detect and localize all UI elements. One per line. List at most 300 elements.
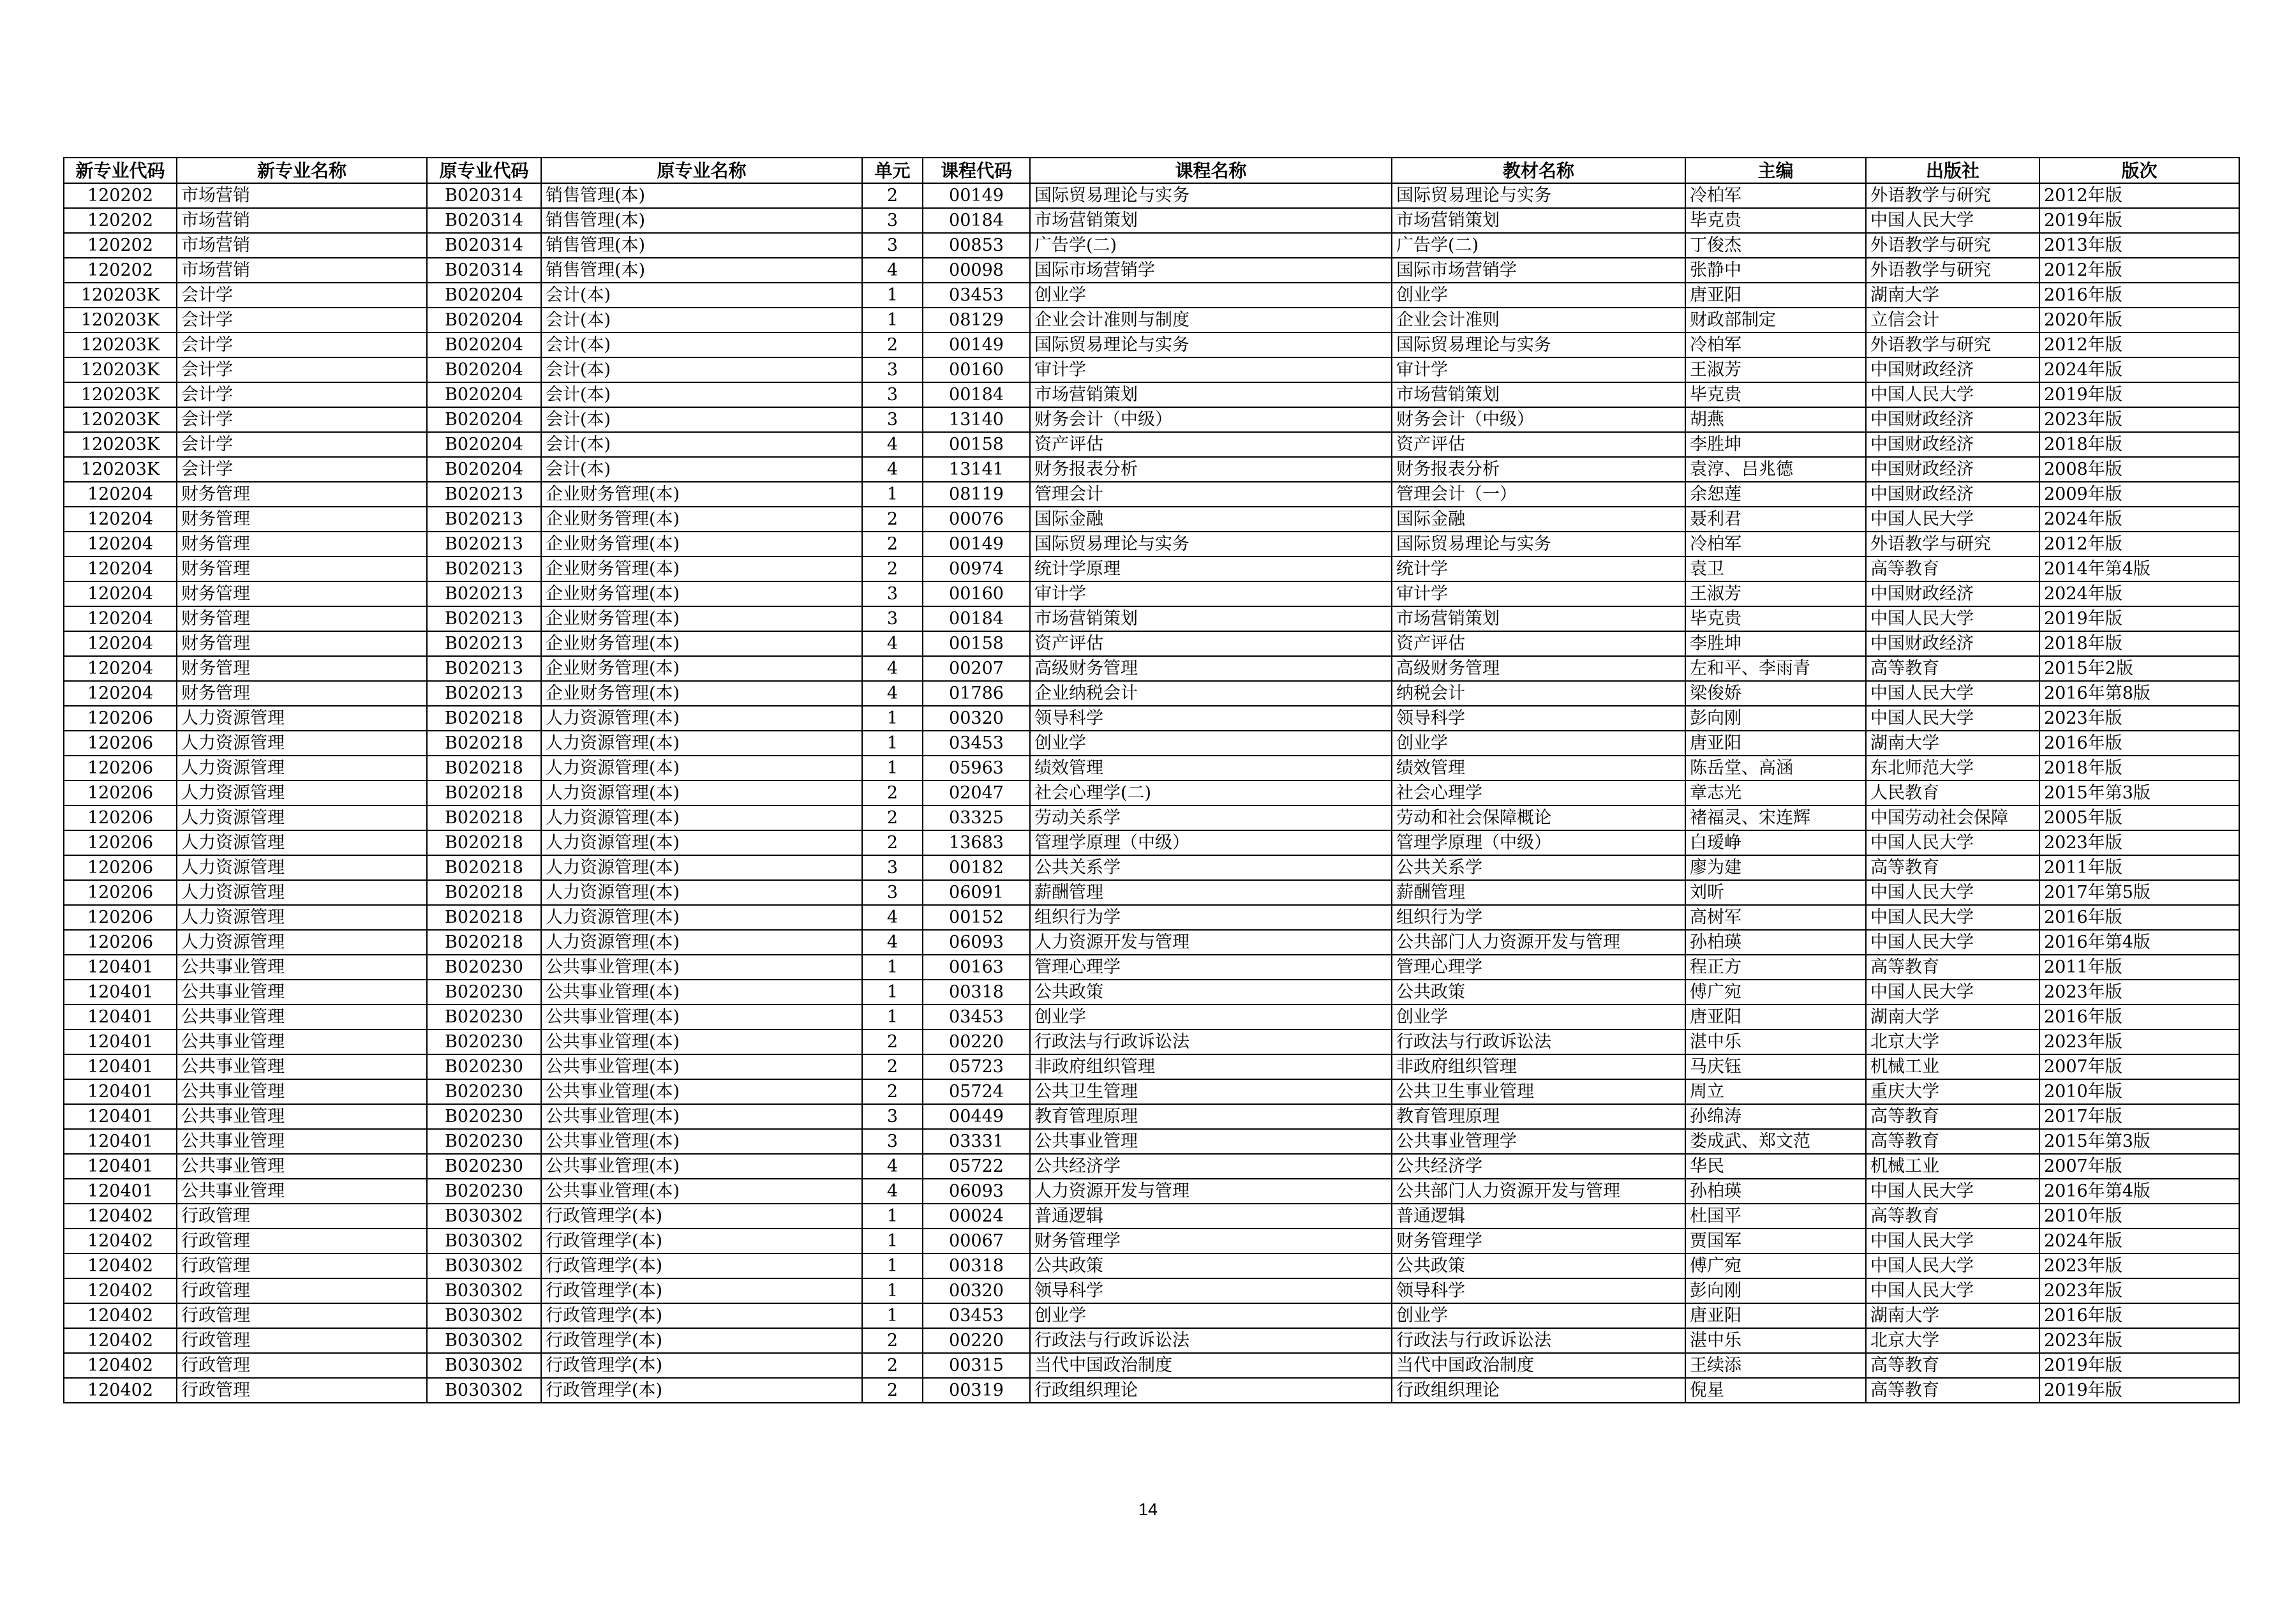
cell-edition: 2012年版 [2039, 258, 2239, 283]
cell-new-major-name: 财务管理 [177, 507, 427, 532]
cell-course-name: 资产评估 [1030, 432, 1392, 457]
cell-new-major-name: 会计学 [177, 432, 427, 457]
cell-new-major-code: 120202 [64, 258, 177, 283]
cell-new-major-name: 会计学 [177, 407, 427, 432]
cell-new-major-code: 120202 [64, 208, 177, 233]
table-row [64, 1328, 2239, 1353]
cell-edition: 2020年版 [2039, 308, 2239, 333]
cell-old-major-name: 人力资源管理(本) [541, 905, 862, 930]
cell-edition: 2016年版 [2039, 1303, 2239, 1328]
cell-old-major-name: 会计(本) [541, 382, 862, 407]
cell-old-major-name: 企业财务管理(本) [541, 606, 862, 631]
cell-edition: 2024年版 [2039, 357, 2239, 382]
cell-old-major-name: 人力资源管理(本) [541, 830, 862, 855]
cell-editor: 财政部制定 [1685, 308, 1866, 333]
cell-textbook-name: 纳税会计 [1392, 681, 1685, 706]
cell-old-major-code: B020213 [427, 681, 541, 706]
cell-edition: 2016年第4版 [2039, 930, 2239, 955]
cell-new-major-name: 市场营销 [177, 258, 427, 283]
cell-edition: 2019年版 [2039, 1353, 2239, 1378]
cell-course-name: 资产评估 [1030, 631, 1392, 656]
cell-unit: 3 [862, 855, 923, 880]
cell-new-major-code: 120402 [64, 1303, 177, 1328]
cell-textbook-name: 行政组织理论 [1392, 1378, 1685, 1403]
cell-old-major-code: B020213 [427, 507, 541, 532]
cell-unit: 3 [862, 581, 923, 606]
cell-course-code: 00160 [923, 581, 1030, 606]
cell-unit: 3 [862, 1129, 923, 1154]
cell-new-major-name: 行政管理 [177, 1204, 427, 1229]
cell-course-name: 管理学原理（中级） [1030, 830, 1392, 855]
cell-editor: 李胜坤 [1685, 631, 1866, 656]
cell-new-major-name: 行政管理 [177, 1278, 427, 1303]
cell-publisher: 人民教育 [1866, 781, 2039, 805]
cell-old-major-code: B020230 [427, 1179, 541, 1204]
cell-unit: 4 [862, 457, 923, 482]
cell-unit: 3 [862, 357, 923, 382]
cell-editor: 白瑷峥 [1685, 830, 1866, 855]
cell-publisher: 高等教育 [1866, 1104, 2039, 1129]
cell-old-major-code: B020230 [427, 955, 541, 980]
cell-publisher: 中国人民大学 [1866, 1253, 2039, 1278]
cell-new-major-name: 行政管理 [177, 1353, 427, 1378]
cell-course-code: 05722 [923, 1154, 1030, 1179]
cell-editor: 唐亚阳 [1685, 731, 1866, 756]
cell-course-code: 03325 [923, 805, 1030, 830]
cell-course-name: 行政组织理论 [1030, 1378, 1392, 1403]
cell-edition: 2017年版 [2039, 1104, 2239, 1129]
cell-new-major-code: 120204 [64, 482, 177, 507]
table-row [64, 1278, 2239, 1303]
cell-course-code: 00318 [923, 1253, 1030, 1278]
cell-edition: 2023年版 [2039, 407, 2239, 432]
cell-new-major-code: 120206 [64, 930, 177, 955]
table-row [64, 855, 2239, 880]
cell-textbook-name: 领导科学 [1392, 1278, 1685, 1303]
cell-publisher: 中国人民大学 [1866, 382, 2039, 407]
cell-textbook-name: 公共事业管理学 [1392, 1129, 1685, 1154]
cell-course-code: 00149 [923, 532, 1030, 557]
cell-new-major-name: 人力资源管理 [177, 830, 427, 855]
cell-course-code: 03453 [923, 283, 1030, 308]
cell-course-name: 统计学原理 [1030, 557, 1392, 581]
cell-old-major-name: 会计(本) [541, 407, 862, 432]
cell-new-major-code: 120206 [64, 781, 177, 805]
cell-new-major-code: 120206 [64, 731, 177, 756]
cell-new-major-name: 公共事业管理 [177, 1054, 427, 1079]
cell-editor: 程正方 [1685, 955, 1866, 980]
cell-course-name: 公共事业管理 [1030, 1129, 1392, 1154]
column-header-unit: 单元 [862, 158, 923, 183]
cell-new-major-code: 120401 [64, 980, 177, 1005]
cell-edition: 2013年版 [2039, 233, 2239, 258]
cell-textbook-name: 非政府组织管理 [1392, 1054, 1685, 1079]
cell-old-major-name: 会计(本) [541, 308, 862, 333]
cell-textbook-name: 资产评估 [1392, 432, 1685, 457]
table-row [64, 980, 2239, 1005]
cell-new-major-code: 120402 [64, 1204, 177, 1229]
column-header-textbook-name: 教材名称 [1392, 158, 1685, 183]
cell-unit: 1 [862, 1303, 923, 1328]
cell-publisher: 中国人民大学 [1866, 980, 2039, 1005]
cell-old-major-code: B020213 [427, 532, 541, 557]
cell-edition: 2010年版 [2039, 1079, 2239, 1104]
cell-old-major-name: 公共事业管理(本) [541, 1104, 862, 1129]
cell-new-major-name: 公共事业管理 [177, 1129, 427, 1154]
cell-textbook-name: 当代中国政治制度 [1392, 1353, 1685, 1378]
cell-old-major-code: B020218 [427, 731, 541, 756]
cell-course-name: 公共卫生管理 [1030, 1079, 1392, 1104]
cell-unit: 3 [862, 208, 923, 233]
cell-old-major-code: B020218 [427, 781, 541, 805]
cell-unit: 2 [862, 532, 923, 557]
cell-course-code: 00098 [923, 258, 1030, 283]
cell-publisher: 高等教育 [1866, 1378, 2039, 1403]
cell-course-code: 00149 [923, 333, 1030, 357]
cell-old-major-name: 行政管理学(本) [541, 1278, 862, 1303]
table-row [64, 781, 2239, 805]
cell-course-code: 08119 [923, 482, 1030, 507]
table-body [64, 183, 2239, 1403]
cell-new-major-name: 人力资源管理 [177, 880, 427, 905]
cell-course-code: 00320 [923, 706, 1030, 731]
cell-textbook-name: 薪酬管理 [1392, 880, 1685, 905]
cell-unit: 3 [862, 407, 923, 432]
cell-course-name: 创业学 [1030, 283, 1392, 308]
cell-old-major-name: 公共事业管理(本) [541, 1079, 862, 1104]
cell-edition: 2019年版 [2039, 382, 2239, 407]
cell-new-major-name: 行政管理 [177, 1328, 427, 1353]
cell-edition: 2010年版 [2039, 1204, 2239, 1229]
cell-course-code: 01786 [923, 681, 1030, 706]
cell-editor: 聂利君 [1685, 507, 1866, 532]
cell-edition: 2019年版 [2039, 208, 2239, 233]
cell-course-code: 02047 [923, 781, 1030, 805]
cell-new-major-code: 120401 [64, 1104, 177, 1129]
cell-editor: 贾国军 [1685, 1229, 1866, 1253]
cell-new-major-code: 120401 [64, 955, 177, 980]
cell-editor: 刘昕 [1685, 880, 1866, 905]
cell-course-name: 当代中国政治制度 [1030, 1353, 1392, 1378]
table-row [64, 656, 2239, 681]
cell-course-code: 05723 [923, 1054, 1030, 1079]
cell-course-name: 国际金融 [1030, 507, 1392, 532]
cell-old-major-code: B020230 [427, 1005, 541, 1029]
cell-textbook-name: 行政法与行政诉讼法 [1392, 1328, 1685, 1353]
cell-editor: 褚福灵、宋连辉 [1685, 805, 1866, 830]
cell-publisher: 外语教学与研究 [1866, 532, 2039, 557]
cell-textbook-name: 财务会计（中级） [1392, 407, 1685, 432]
cell-course-name: 公共经济学 [1030, 1154, 1392, 1179]
cell-publisher: 中国人民大学 [1866, 930, 2039, 955]
cell-old-major-code: B020213 [427, 656, 541, 681]
cell-publisher: 中国人民大学 [1866, 1179, 2039, 1204]
cell-old-major-name: 会计(本) [541, 432, 862, 457]
cell-course-name: 绩效管理 [1030, 756, 1392, 781]
cell-editor: 马庆钰 [1685, 1054, 1866, 1079]
cell-unit: 2 [862, 830, 923, 855]
cell-textbook-name: 国际市场营销学 [1392, 258, 1685, 283]
cell-editor: 毕克贵 [1685, 606, 1866, 631]
cell-course-code: 00449 [923, 1104, 1030, 1129]
cell-new-major-name: 市场营销 [177, 208, 427, 233]
cell-course-name: 财务会计（中级） [1030, 407, 1392, 432]
cell-course-name: 创业学 [1030, 1303, 1392, 1328]
cell-publisher: 湖南大学 [1866, 1303, 2039, 1328]
cell-old-major-name: 人力资源管理(本) [541, 880, 862, 905]
cell-publisher: 高等教育 [1866, 855, 2039, 880]
cell-course-code: 03331 [923, 1129, 1030, 1154]
cell-old-major-code: B020218 [427, 756, 541, 781]
cell-editor: 梁俊娇 [1685, 681, 1866, 706]
cell-edition: 2023年版 [2039, 1253, 2239, 1278]
table-row [64, 880, 2239, 905]
cell-unit: 4 [862, 631, 923, 656]
cell-course-name: 教育管理原理 [1030, 1104, 1392, 1129]
cell-old-major-code: B020218 [427, 930, 541, 955]
cell-editor: 湛中乐 [1685, 1328, 1866, 1353]
cell-old-major-name: 企业财务管理(本) [541, 656, 862, 681]
cell-new-major-code: 120401 [64, 1029, 177, 1054]
cell-course-name: 国际贸易理论与实务 [1030, 333, 1392, 357]
cell-old-major-name: 行政管理学(本) [541, 1229, 862, 1253]
cell-edition: 2014年第4版 [2039, 557, 2239, 581]
cell-textbook-name: 财务报表分析 [1392, 457, 1685, 482]
cell-publisher: 中国人民大学 [1866, 880, 2039, 905]
cell-edition: 2019年版 [2039, 606, 2239, 631]
table-row [64, 208, 2239, 233]
cell-old-major-name: 行政管理学(本) [541, 1204, 862, 1229]
cell-old-major-code: B030302 [427, 1253, 541, 1278]
cell-new-major-code: 120206 [64, 805, 177, 830]
cell-new-major-code: 120206 [64, 905, 177, 930]
cell-editor: 冷柏军 [1685, 333, 1866, 357]
cell-editor: 杜国平 [1685, 1204, 1866, 1229]
cell-old-major-code: B020204 [427, 432, 541, 457]
cell-new-major-name: 财务管理 [177, 631, 427, 656]
cell-textbook-name: 组织行为学 [1392, 905, 1685, 930]
cell-new-major-name: 人力资源管理 [177, 706, 427, 731]
table-row [64, 955, 2239, 980]
table-row [64, 581, 2239, 606]
cell-new-major-name: 公共事业管理 [177, 980, 427, 1005]
cell-new-major-code: 120204 [64, 631, 177, 656]
cell-old-major-name: 行政管理学(本) [541, 1353, 862, 1378]
cell-textbook-name: 创业学 [1392, 731, 1685, 756]
cell-publisher: 中国人民大学 [1866, 507, 2039, 532]
cell-new-major-name: 会计学 [177, 283, 427, 308]
cell-course-code: 00067 [923, 1229, 1030, 1253]
column-header-edition: 版次 [2039, 158, 2239, 183]
cell-new-major-name: 人力资源管理 [177, 805, 427, 830]
cell-textbook-name: 管理学原理（中级） [1392, 830, 1685, 855]
table-row [64, 1079, 2239, 1104]
cell-edition: 2016年版 [2039, 283, 2239, 308]
table-row [64, 1005, 2239, 1029]
cell-course-code: 00184 [923, 208, 1030, 233]
cell-old-major-name: 人力资源管理(本) [541, 756, 862, 781]
cell-old-major-name: 人力资源管理(本) [541, 731, 862, 756]
cell-old-major-name: 行政管理学(本) [541, 1253, 862, 1278]
cell-unit: 2 [862, 1029, 923, 1054]
cell-old-major-name: 行政管理学(本) [541, 1378, 862, 1403]
cell-edition: 2024年版 [2039, 581, 2239, 606]
cell-old-major-code: B020213 [427, 581, 541, 606]
cell-editor: 袁淳、吕兆德 [1685, 457, 1866, 482]
cell-publisher: 重庆大学 [1866, 1079, 2039, 1104]
cell-old-major-name: 人力资源管理(本) [541, 930, 862, 955]
cell-course-code: 06093 [923, 1179, 1030, 1204]
cell-new-major-name: 会计学 [177, 308, 427, 333]
cell-old-major-name: 行政管理学(本) [541, 1328, 862, 1353]
cell-new-major-code: 120402 [64, 1353, 177, 1378]
cell-publisher: 中国财政经济 [1866, 432, 2039, 457]
cell-publisher: 中国人民大学 [1866, 1229, 2039, 1253]
cell-edition: 2012年版 [2039, 183, 2239, 208]
table-row [64, 308, 2239, 333]
cell-new-major-name: 行政管理 [177, 1229, 427, 1253]
cell-textbook-name: 市场营销策划 [1392, 208, 1685, 233]
table-row [64, 532, 2239, 557]
cell-new-major-code: 120206 [64, 880, 177, 905]
cell-old-major-name: 企业财务管理(本) [541, 507, 862, 532]
cell-new-major-code: 120203K [64, 457, 177, 482]
cell-new-major-name: 公共事业管理 [177, 1104, 427, 1129]
table-row [64, 1229, 2239, 1253]
cell-unit: 1 [862, 482, 923, 507]
cell-course-code: 00149 [923, 183, 1030, 208]
cell-editor: 陈岳堂、高涵 [1685, 756, 1866, 781]
cell-course-name: 人力资源开发与管理 [1030, 1179, 1392, 1204]
cell-unit: 4 [862, 1179, 923, 1204]
cell-course-code: 13683 [923, 830, 1030, 855]
cell-unit: 2 [862, 507, 923, 532]
cell-unit: 4 [862, 930, 923, 955]
cell-old-major-name: 公共事业管理(本) [541, 1029, 862, 1054]
table-row [64, 1378, 2239, 1403]
cell-editor: 章志光 [1685, 781, 1866, 805]
table-row [64, 1104, 2239, 1129]
cell-course-code: 00974 [923, 557, 1030, 581]
cell-editor: 彭向刚 [1685, 1278, 1866, 1303]
cell-textbook-name: 劳动和社会保障概论 [1392, 805, 1685, 830]
cell-course-code: 00160 [923, 357, 1030, 382]
cell-publisher: 机械工业 [1866, 1054, 2039, 1079]
cell-old-major-code: B020204 [427, 333, 541, 357]
cell-new-major-name: 市场营销 [177, 233, 427, 258]
cell-old-major-name: 人力资源管理(本) [541, 706, 862, 731]
cell-edition: 2007年版 [2039, 1054, 2239, 1079]
cell-course-code: 00182 [923, 855, 1030, 880]
table-row [64, 283, 2239, 308]
cell-old-major-name: 销售管理(本) [541, 183, 862, 208]
cell-new-major-name: 财务管理 [177, 681, 427, 706]
table-row [64, 681, 2239, 706]
cell-unit: 3 [862, 1104, 923, 1129]
cell-new-major-code: 120203K [64, 407, 177, 432]
cell-unit: 4 [862, 258, 923, 283]
cell-course-name: 普通逻辑 [1030, 1204, 1392, 1229]
cell-textbook-name: 国际贸易理论与实务 [1392, 333, 1685, 357]
cell-course-code: 00318 [923, 980, 1030, 1005]
cell-textbook-name: 教育管理原理 [1392, 1104, 1685, 1129]
table-row [64, 258, 2239, 283]
cell-new-major-code: 120402 [64, 1278, 177, 1303]
cell-course-code: 00158 [923, 631, 1030, 656]
cell-publisher: 中国人民大学 [1866, 208, 2039, 233]
cell-old-major-code: B020204 [427, 357, 541, 382]
cell-edition: 2023年版 [2039, 706, 2239, 731]
table-row [64, 1179, 2239, 1204]
table-row [64, 183, 2239, 208]
cell-publisher: 中国人民大学 [1866, 1278, 2039, 1303]
cell-new-major-code: 120203K [64, 432, 177, 457]
cell-old-major-name: 会计(本) [541, 283, 862, 308]
cell-old-major-name: 企业财务管理(本) [541, 631, 862, 656]
table-row [64, 930, 2239, 955]
cell-old-major-code: B020204 [427, 382, 541, 407]
cell-unit: 2 [862, 557, 923, 581]
cell-publisher: 北京大学 [1866, 1029, 2039, 1054]
table-row [64, 333, 2239, 357]
cell-course-code: 00152 [923, 905, 1030, 930]
cell-course-code: 00024 [923, 1204, 1030, 1229]
cell-old-major-code: B020230 [427, 1154, 541, 1179]
cell-old-major-name: 销售管理(本) [541, 208, 862, 233]
cell-old-major-code: B020218 [427, 880, 541, 905]
cell-textbook-name: 公共政策 [1392, 980, 1685, 1005]
cell-edition: 2011年版 [2039, 855, 2239, 880]
cell-textbook-name: 管理会计（一） [1392, 482, 1685, 507]
cell-course-name: 市场营销策划 [1030, 208, 1392, 233]
cell-edition: 2012年版 [2039, 532, 2239, 557]
cell-course-name: 薪酬管理 [1030, 880, 1392, 905]
cell-unit: 4 [862, 432, 923, 457]
cell-old-major-code: B030302 [427, 1328, 541, 1353]
cell-course-name: 国际市场营销学 [1030, 258, 1392, 283]
cell-new-major-code: 120204 [64, 507, 177, 532]
cell-editor: 张静中 [1685, 258, 1866, 283]
cell-old-major-name: 企业财务管理(本) [541, 681, 862, 706]
cell-unit: 1 [862, 955, 923, 980]
cell-publisher: 中国劳动社会保障 [1866, 805, 2039, 830]
table-row [64, 756, 2239, 781]
table-row [64, 432, 2239, 457]
cell-unit: 1 [862, 980, 923, 1005]
table-row [64, 1353, 2239, 1378]
cell-edition: 2008年版 [2039, 457, 2239, 482]
table-row [64, 1129, 2239, 1154]
cell-unit: 2 [862, 1378, 923, 1403]
cell-new-major-name: 公共事业管理 [177, 1005, 427, 1029]
cell-editor: 王淑芳 [1685, 357, 1866, 382]
cell-old-major-name: 公共事业管理(本) [541, 980, 862, 1005]
cell-edition: 2023年版 [2039, 830, 2239, 855]
cell-old-major-code: B030302 [427, 1303, 541, 1328]
cell-unit: 1 [862, 1005, 923, 1029]
cell-publisher: 高等教育 [1866, 955, 2039, 980]
cell-editor: 毕克贵 [1685, 382, 1866, 407]
cell-publisher: 中国人民大学 [1866, 606, 2039, 631]
cell-course-code: 00163 [923, 955, 1030, 980]
cell-publisher: 高等教育 [1866, 557, 2039, 581]
cell-publisher: 外语教学与研究 [1866, 183, 2039, 208]
cell-new-major-name: 会计学 [177, 382, 427, 407]
cell-new-major-code: 120401 [64, 1054, 177, 1079]
cell-editor: 孙柏瑛 [1685, 930, 1866, 955]
cell-course-name: 财务管理学 [1030, 1229, 1392, 1253]
cell-publisher: 湖南大学 [1866, 1005, 2039, 1029]
